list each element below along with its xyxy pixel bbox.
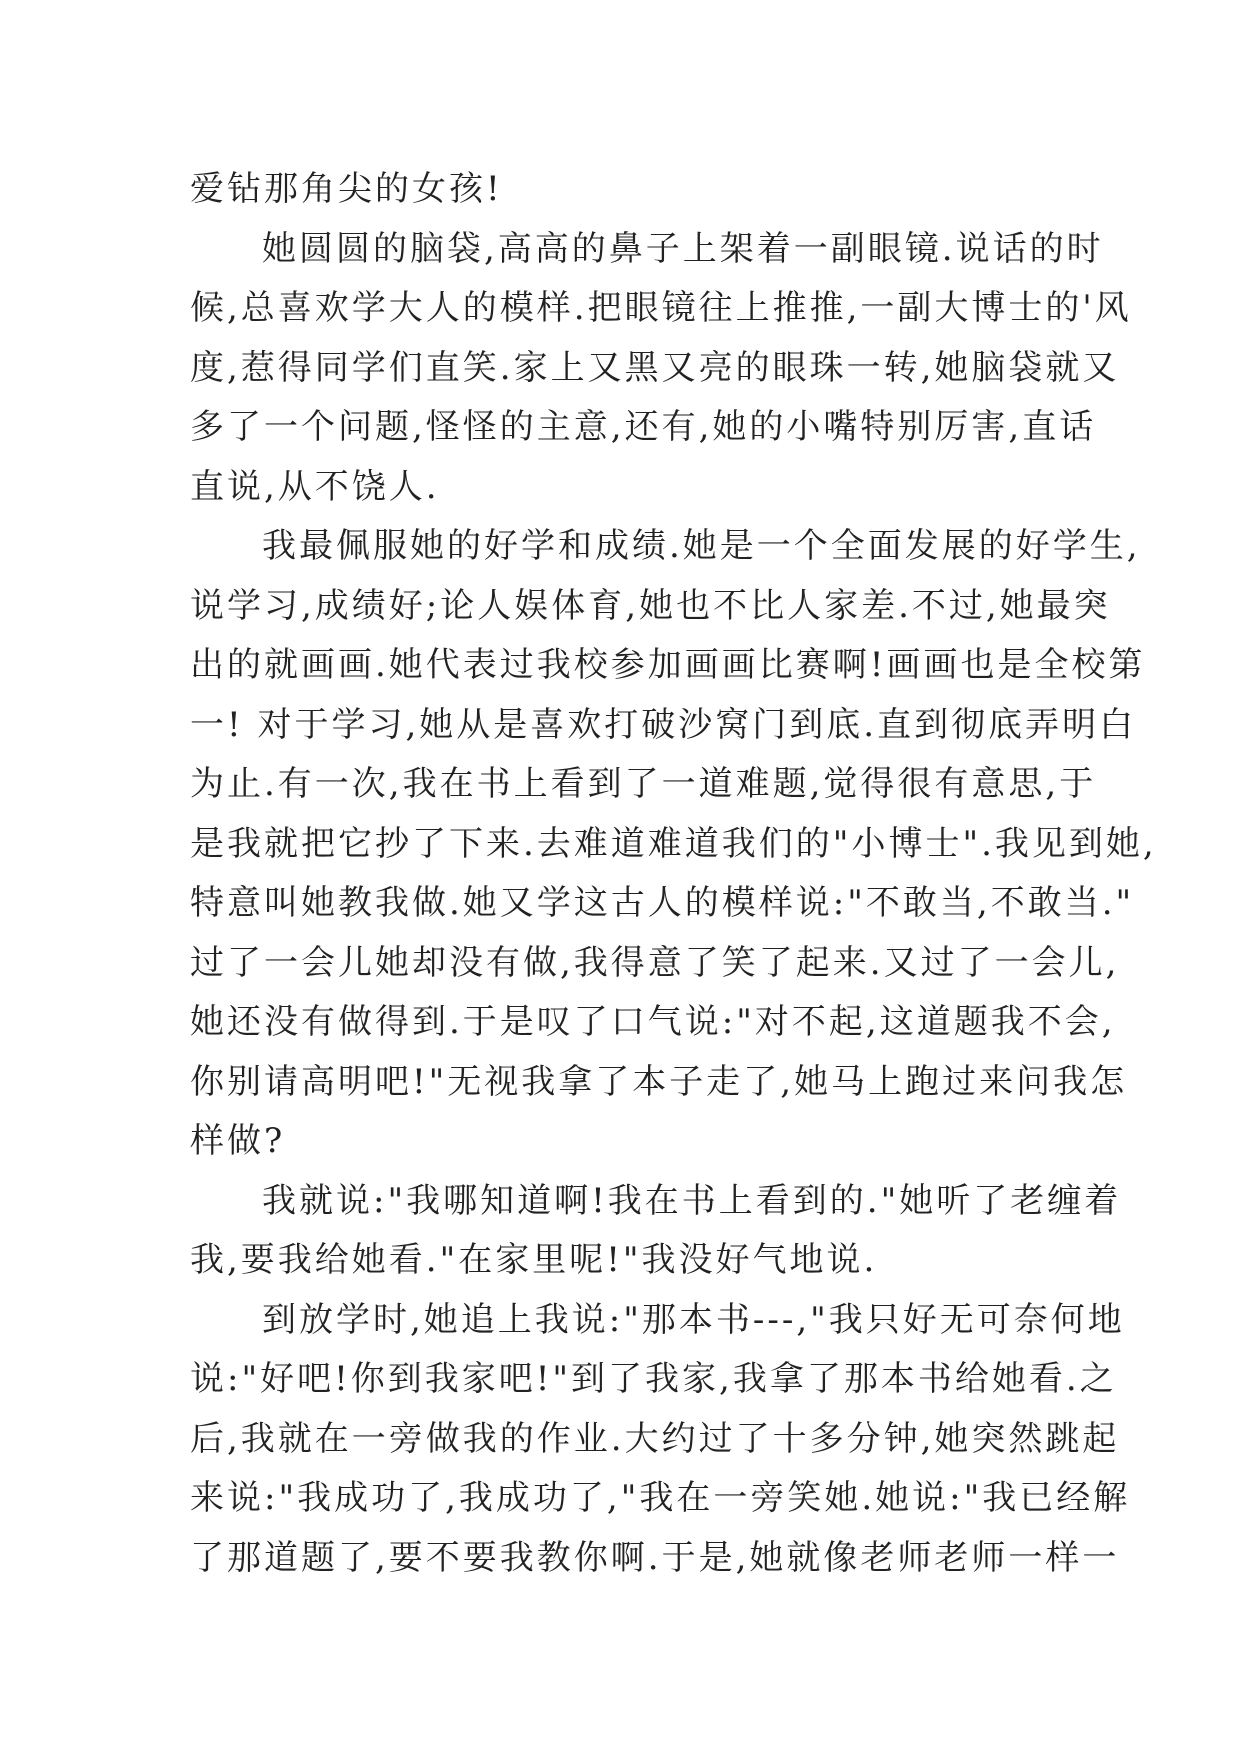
text-line: 爱钻那角尖的女孩! [190, 169, 503, 209]
document-body [190, 160, 1157, 1588]
text-line: 样做? [190, 1121, 286, 1161]
text-line: 后,我就在一旁做我的作业.大约过了十多分钟,她突然跳起 [190, 1418, 1120, 1459]
text-line: 为止.有一次,我在书上看到了一道难题,觉得很有意思,于 [190, 764, 1097, 804]
text-line: 出的就画画.她代表过我校参加画画比赛啊!画画也是全校第 [190, 645, 1146, 685]
text-line: 度,惹得同学们直笑.家上又黑又亮的眼珠一转,她脑袋就又 [190, 347, 1120, 388]
text-line: 一! 对于学习,她从是喜欢打破沙窝门到底.直到彻底弄明白 [190, 704, 1137, 745]
text-line: 多了一个问题,怪怪的主意,还有,她的小嘴特别厉害,直话 [190, 407, 1097, 447]
text-line: 她还没有做得到.于是叹了口气说:"对不起,这道题我不会, [190, 1002, 1116, 1042]
text-line: 直说,从不饶人. [190, 466, 440, 507]
text-line: 特意叫她教我做.她又学这古人的模样说:"不敢当,不敢当." [190, 883, 1135, 923]
text-line: 是我就把它抄了下来.去难道难道我们的"小博士".我见到她, [190, 823, 1157, 864]
text-line: 了那道题了,要不要我教你啊.于是,她就像老师老师一样一 [190, 1537, 1120, 1578]
text-line: 你别请高明吧!"无视我拿了本子走了,她马上跑过来问我怎 [190, 1061, 1128, 1102]
text-line: 过了一会儿她却没有做,我得意了笑了起来.又过了一会儿, [190, 942, 1120, 983]
paragraph-first-line: 我最佩服她的好学和成绩.她是一个全面发展的好学生, [262, 526, 1141, 566]
text-line: 说学习,成绩好;论人娱体育,她也不比人家差.不过,她最突 [190, 585, 1111, 626]
text-line: 候,总喜欢学大人的模样.把眼镜往上推推,一副大博士的'风 [190, 288, 1132, 328]
text-line: 来说:"我成功了,我成功了,"我在一旁笑她.她说:"我已经解 [190, 1478, 1131, 1518]
paragraph-first-line: 到放学时,她追上我说:"那本书---,"我只好无可奈何地 [262, 1299, 1125, 1340]
paragraph-first-line: 她圆圆的脑袋,高高的鼻子上架着一副眼镜.说话的时 [262, 228, 1104, 269]
text-line: 说:"好吧!你到我家吧!"到了我家,我拿了那本书给她看.之 [190, 1359, 1117, 1399]
text-line: 我,要我给她看."在家里呢!"我没好气地说. [190, 1240, 878, 1280]
paragraph-first-line: 我就说:"我哪知道啊!我在书上看到的."她听了老缠着 [262, 1180, 1122, 1221]
